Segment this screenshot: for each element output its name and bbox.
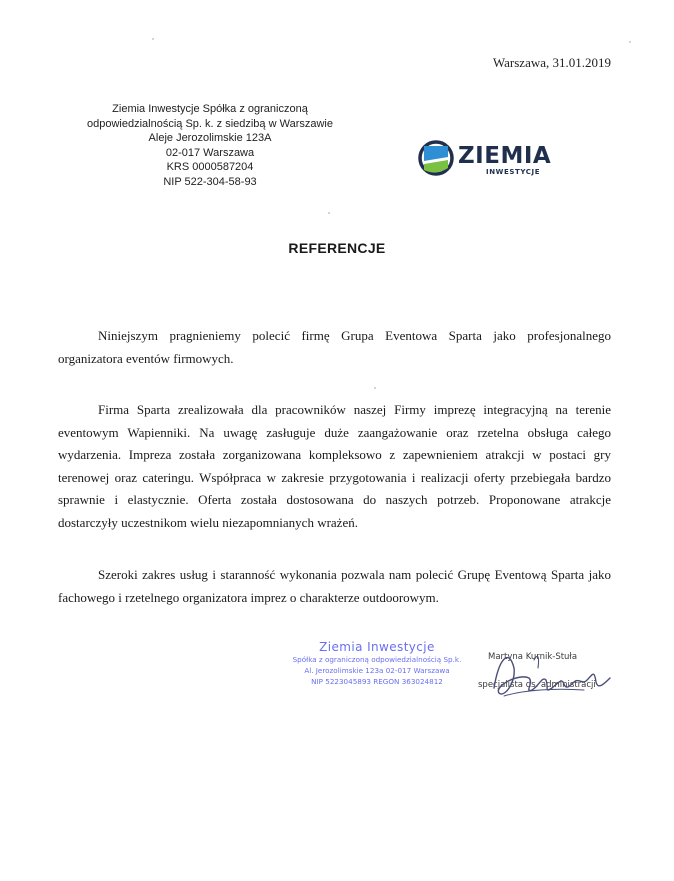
company-stamp (292, 640, 462, 687)
scan-speck (328, 212, 330, 214)
logo-emblem-icon (420, 142, 452, 174)
signatory-role: specjalista ds. administracji (478, 680, 596, 690)
company-line: NIP 522-304-58-93 (163, 175, 257, 188)
scan-speck (374, 387, 376, 389)
company-line: 02-017 Warszawa (165, 146, 255, 159)
ziemia-inwestycje-logo (418, 128, 568, 188)
paragraph-text: Niniejszym pragnieniemy polecić firmę Grupa Eventowa Sparta jako profesjonalnego organizatora eventów firmowych. (58, 328, 611, 366)
paragraph-3 (58, 564, 611, 609)
scan-speck (152, 38, 154, 40)
document-title: REFERENCJE (288, 240, 386, 256)
logo-subtitle: INWESTYCJE (486, 168, 541, 176)
paragraph-text: Firma Sparta zrealizowała dla pracowników naszej Firmy imprezę integracyjną na terenie eventowym Wapienniki. Na uwagę zasługuje duże zaangażowanie oraz rzetelna obsługa całego wydarzenia. Impreza została zorganizowana kompleksowo z zapewnieniem atrakcji w postaci gry terenowej oraz cateringu. Współpraca w zakresie przygotowania i realizacji oferty przebiegała bardzo sprawnie i elastycznie. Oferta została dostosowana do naszych potrzeb. Proponowane atrakcje dostarczyły uczestnikom wielu niezapomnianych wrażeń. (58, 402, 611, 530)
company-line: KRS 0000587204 (166, 161, 254, 173)
paragraph-text: Szeroki zakres usług i staranność wykonania pozwala nam polecić Grupę Eventową Sparta jako fachowego i rzetelnego organizatora imprez o charakterze outdoorowym. (58, 567, 611, 605)
stamp-line: Al. Jerozolimskie 123a 02-017 Warszawa (304, 666, 450, 675)
letter-date: Warszawa, 31.01.2019 (492, 55, 611, 70)
company-line: odpowiedzialnością Sp. k. z siedzibą w Warszawie (87, 117, 333, 130)
company-line: Aleje Jerozolimskie 123A (148, 132, 272, 144)
stamp-company-name: Ziemia Inwestycje (319, 640, 435, 654)
stamp-line: Spółka z ograniczoną odpowiedzialnością Sp.k. (292, 655, 462, 664)
stamp-line: NIP 5223045893 REGON 363024812 (311, 677, 443, 686)
logo-wordmark: ZIEMIA (458, 143, 552, 169)
paragraph-1 (58, 325, 611, 370)
company-line: Ziemia Inwestycje Spółka z ograniczoną (112, 103, 308, 115)
handwritten-signature (474, 638, 624, 718)
scan-speck (629, 41, 631, 43)
paragraph-2 (58, 399, 611, 534)
company-address-block (60, 102, 360, 189)
signatory-name: Martyna Kurnik-Stuła (488, 652, 578, 662)
